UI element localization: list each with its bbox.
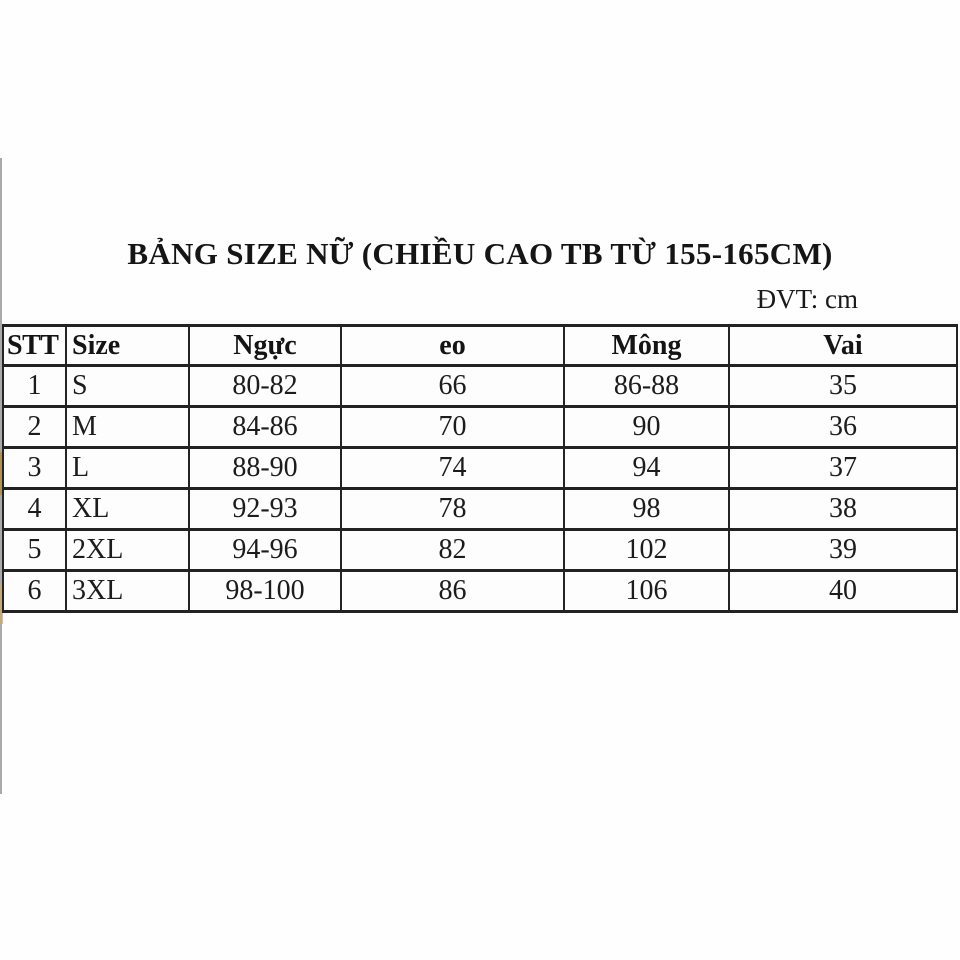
cell-stt: 3 bbox=[3, 448, 66, 489]
header-eo: eo bbox=[341, 326, 564, 366]
cell-mong: 86-88 bbox=[564, 366, 729, 407]
size-table bbox=[2, 324, 958, 613]
cell-nguc: 94-96 bbox=[189, 530, 341, 571]
cell-eo: 70 bbox=[341, 407, 564, 448]
cell-stt: 1 bbox=[3, 366, 66, 407]
cell-size: XL bbox=[66, 489, 189, 530]
cell-mong: 102 bbox=[564, 530, 729, 571]
cell-size: 2XL bbox=[66, 530, 189, 571]
cell-size: L bbox=[66, 448, 189, 489]
cell-eo: 74 bbox=[341, 448, 564, 489]
cell-eo: 82 bbox=[341, 530, 564, 571]
cell-size: 3XL bbox=[66, 571, 189, 612]
cell-size: M bbox=[66, 407, 189, 448]
unit-note: ĐVT: cm bbox=[756, 284, 858, 314]
table-row bbox=[3, 489, 957, 530]
cell-stt: 2 bbox=[3, 407, 66, 448]
cell-stt: 6 bbox=[3, 571, 66, 612]
cell-mong: 90 bbox=[564, 407, 729, 448]
cell-vai: 37 bbox=[729, 448, 957, 489]
header-size: Size bbox=[66, 326, 189, 366]
cell-nguc: 84-86 bbox=[189, 407, 341, 448]
header-vai: Vai bbox=[729, 326, 957, 366]
header-stt: STT bbox=[3, 326, 66, 366]
cell-nguc: 88-90 bbox=[189, 448, 341, 489]
cell-mong: 98 bbox=[564, 489, 729, 530]
page-title: BẢNG SIZE NỮ (CHIỀU CAO TB TỪ 155-165CM) bbox=[127, 236, 833, 271]
table-row bbox=[3, 407, 957, 448]
cell-vai: 38 bbox=[729, 489, 957, 530]
cell-vai: 40 bbox=[729, 571, 957, 612]
cell-nguc: 98-100 bbox=[189, 571, 341, 612]
table-header-row bbox=[3, 326, 957, 366]
cell-mong: 106 bbox=[564, 571, 729, 612]
table-row bbox=[3, 571, 957, 612]
cell-stt: 4 bbox=[3, 489, 66, 530]
cell-eo: 66 bbox=[341, 366, 564, 407]
cell-nguc: 92-93 bbox=[189, 489, 341, 530]
table-row bbox=[3, 366, 957, 407]
cell-vai: 35 bbox=[729, 366, 957, 407]
table-row bbox=[3, 530, 957, 571]
header-nguc: Ngực bbox=[189, 326, 341, 366]
cell-stt: 5 bbox=[3, 530, 66, 571]
header-mong: Mông bbox=[564, 326, 729, 366]
cell-size: S bbox=[66, 366, 189, 407]
cell-nguc: 80-82 bbox=[189, 366, 341, 407]
table-row bbox=[3, 448, 957, 489]
cell-vai: 36 bbox=[729, 407, 957, 448]
cell-mong: 94 bbox=[564, 448, 729, 489]
cell-eo: 86 bbox=[341, 571, 564, 612]
cell-eo: 78 bbox=[341, 489, 564, 530]
cell-vai: 39 bbox=[729, 530, 957, 571]
